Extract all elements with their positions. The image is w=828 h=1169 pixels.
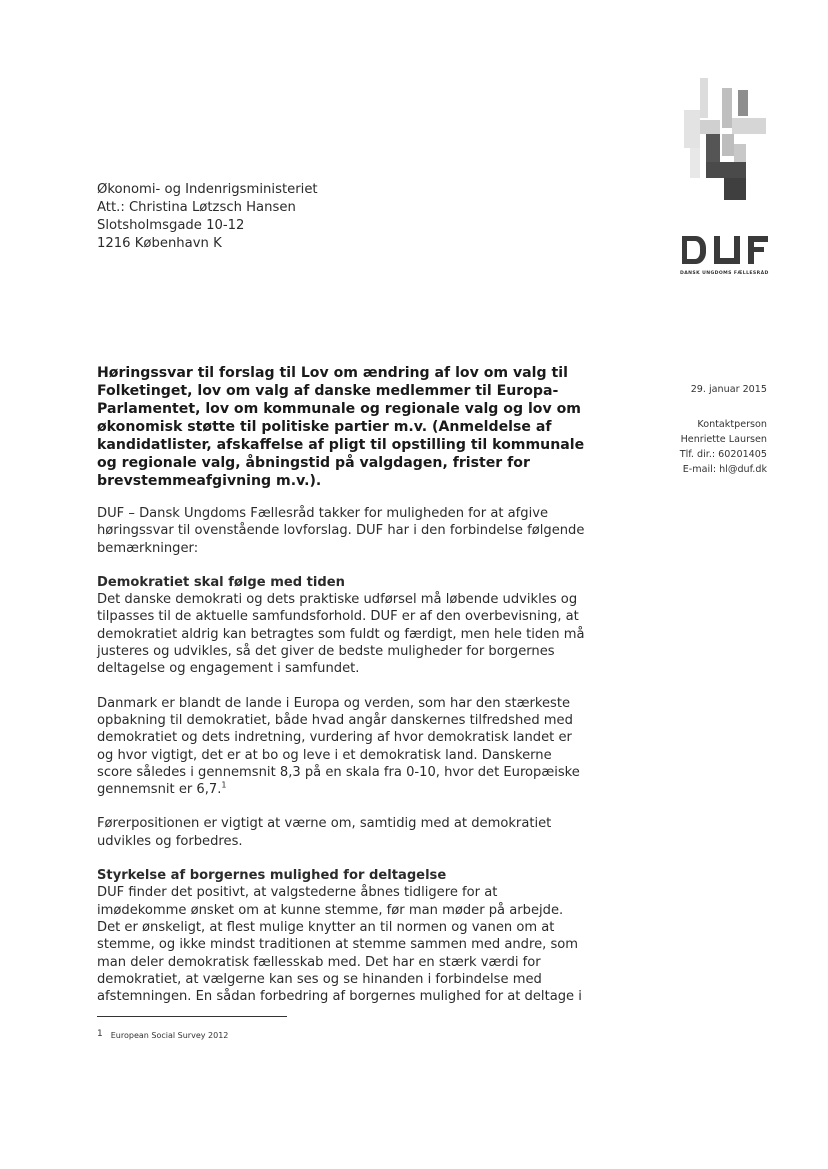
- footnote: [97, 1029, 228, 1040]
- letter-body: [97, 505, 597, 1022]
- text-line: Danmark er blandt de lande i Europa og verden, som har den stærkeste: [97, 695, 571, 711]
- text-line: demokratiet aldrig kan betragtes som fuldt og færdigt, men hele tiden må: [97, 626, 585, 642]
- address-line: 1216 København K: [97, 236, 222, 251]
- footnote-divider: [97, 1016, 287, 1017]
- text-line: imødekomme ønsket om at kunne stemme, før man møder på arbejde.: [97, 902, 564, 918]
- text-line: [97, 781, 597, 798]
- text-line: opbakning til demokratiet, både hvad angår danskernes tilfredshed med: [97, 712, 573, 728]
- section1-paragraph2: [97, 695, 597, 799]
- text-line: afstemningen. En sådan forbedring af borgernes mulighed for at deltage i: [97, 989, 582, 1005]
- text-line: DUF finder det positivt, at valgstederne åbnes tidligere for at: [97, 885, 498, 901]
- text-line: Førerpositionen er vigtigt at værne om, samtidig med at demokratiet: [97, 816, 552, 832]
- title-line: og regionale valg, åbningstid på valgdagen, frister for: [97, 455, 530, 471]
- text-line: tilpasses til de aktuelle samfundsforhold. DUF er af den overbevisning, at: [97, 609, 579, 625]
- contact-name: Henriette Laursen: [680, 434, 767, 445]
- text-line: demokratiet og dets indretning, vurdering af hvor demokratisk landet er: [97, 730, 572, 746]
- section2-paragraph1: [97, 884, 597, 1005]
- contact-label: Kontaktperson: [697, 419, 767, 430]
- title-line: kandidatlister, afskaffelse af pligt til opstilling til kommunale: [97, 437, 585, 453]
- title-line: brevstemmeafgivning m.v.).: [97, 473, 322, 489]
- letter-date: 29. januar 2015: [690, 384, 767, 395]
- footnote-number: 1: [97, 1029, 103, 1039]
- text-line: høringssvar til ovenstående lovforslag. DUF har i den forbindelse følgende: [97, 523, 585, 539]
- title-line: Folketinget, lov om valg af danske medlemmer til Europa-: [97, 383, 559, 399]
- title-line: økonomisk støtte til politiske partier m.v. (Anmeldelse af: [97, 419, 552, 435]
- contact-email: E-mail: hl@duf.dk: [682, 464, 767, 475]
- text-line: Det danske demokrati og dets praktiske udførsel må løbende udvikles og: [97, 592, 578, 608]
- section-heading: Demokratiet skal følge med tiden: [97, 574, 345, 590]
- footnote-reference[interactable]: 1: [221, 780, 227, 790]
- section-heading: Styrkelse af borgernes mulighed for deltagelse: [97, 868, 447, 884]
- title-line: Parlamentet, lov om kommunale og regionale valg og lov om: [97, 401, 581, 417]
- text-line: deltagelse og engagement i samfundet.: [97, 661, 360, 677]
- duf-logo-graphic: [676, 78, 776, 278]
- document-title: [97, 364, 607, 490]
- text-line: og hvor vigtigt, det er at bo og leve i et demokratisk land. Danskerne: [97, 747, 552, 763]
- recipient-address: [97, 181, 318, 253]
- text-line: bemærkninger:: [97, 540, 199, 556]
- address-line: Slotsholmsgade 10-12: [97, 218, 245, 233]
- section1-paragraph1: [97, 591, 597, 677]
- text-line: score således i gennemsnit 8,3 på en skala fra 0-10, hvor det Europæiske: [97, 764, 580, 780]
- duf-logo: [676, 78, 776, 278]
- text-line: Det er ønskeligt, at flest mulige knytter an til normen og vanen om at: [97, 919, 555, 935]
- footnote-text: European Social Survey 2012: [110, 1031, 229, 1040]
- address-line: Økonomi- og Indenrigsministeriet: [97, 182, 318, 197]
- duf-wordmark: [682, 236, 768, 264]
- text-line: justeres og udvikles, så det giver de bedste muligheder for borgernes: [97, 644, 555, 660]
- contact-phone: Tlf. dir.: 60201405: [679, 449, 767, 460]
- text-line: DUF – Dansk Ungdoms Fællesråd takker for muligheden for at afgive: [97, 506, 549, 521]
- intro-paragraph: [97, 505, 597, 557]
- section1-paragraph3: [97, 815, 597, 850]
- text-line: stemme, og ikke mindst traditionen at stemme sammen med andre, som: [97, 937, 579, 953]
- text-line: demokratiet, at vælgerne kan ses og se hinanden i forbindelse med: [97, 971, 542, 987]
- text-line: man deler demokratisk fællesskab med. Det har en stærk værdi for: [97, 954, 541, 970]
- contact-sidebar: [680, 382, 767, 477]
- title-line: Høringssvar til forslag til Lov om ændring af lov om valg til: [97, 365, 568, 381]
- address-line: Att.: Christina Løtzsch Hansen: [97, 200, 296, 215]
- text-line: udvikles og forbedres.: [97, 833, 243, 849]
- duf-tagline: DANSK UNGDOMS FÆLLESRÅD: [680, 271, 769, 276]
- text-fragment: gennemsnit er 6,7.: [97, 782, 222, 798]
